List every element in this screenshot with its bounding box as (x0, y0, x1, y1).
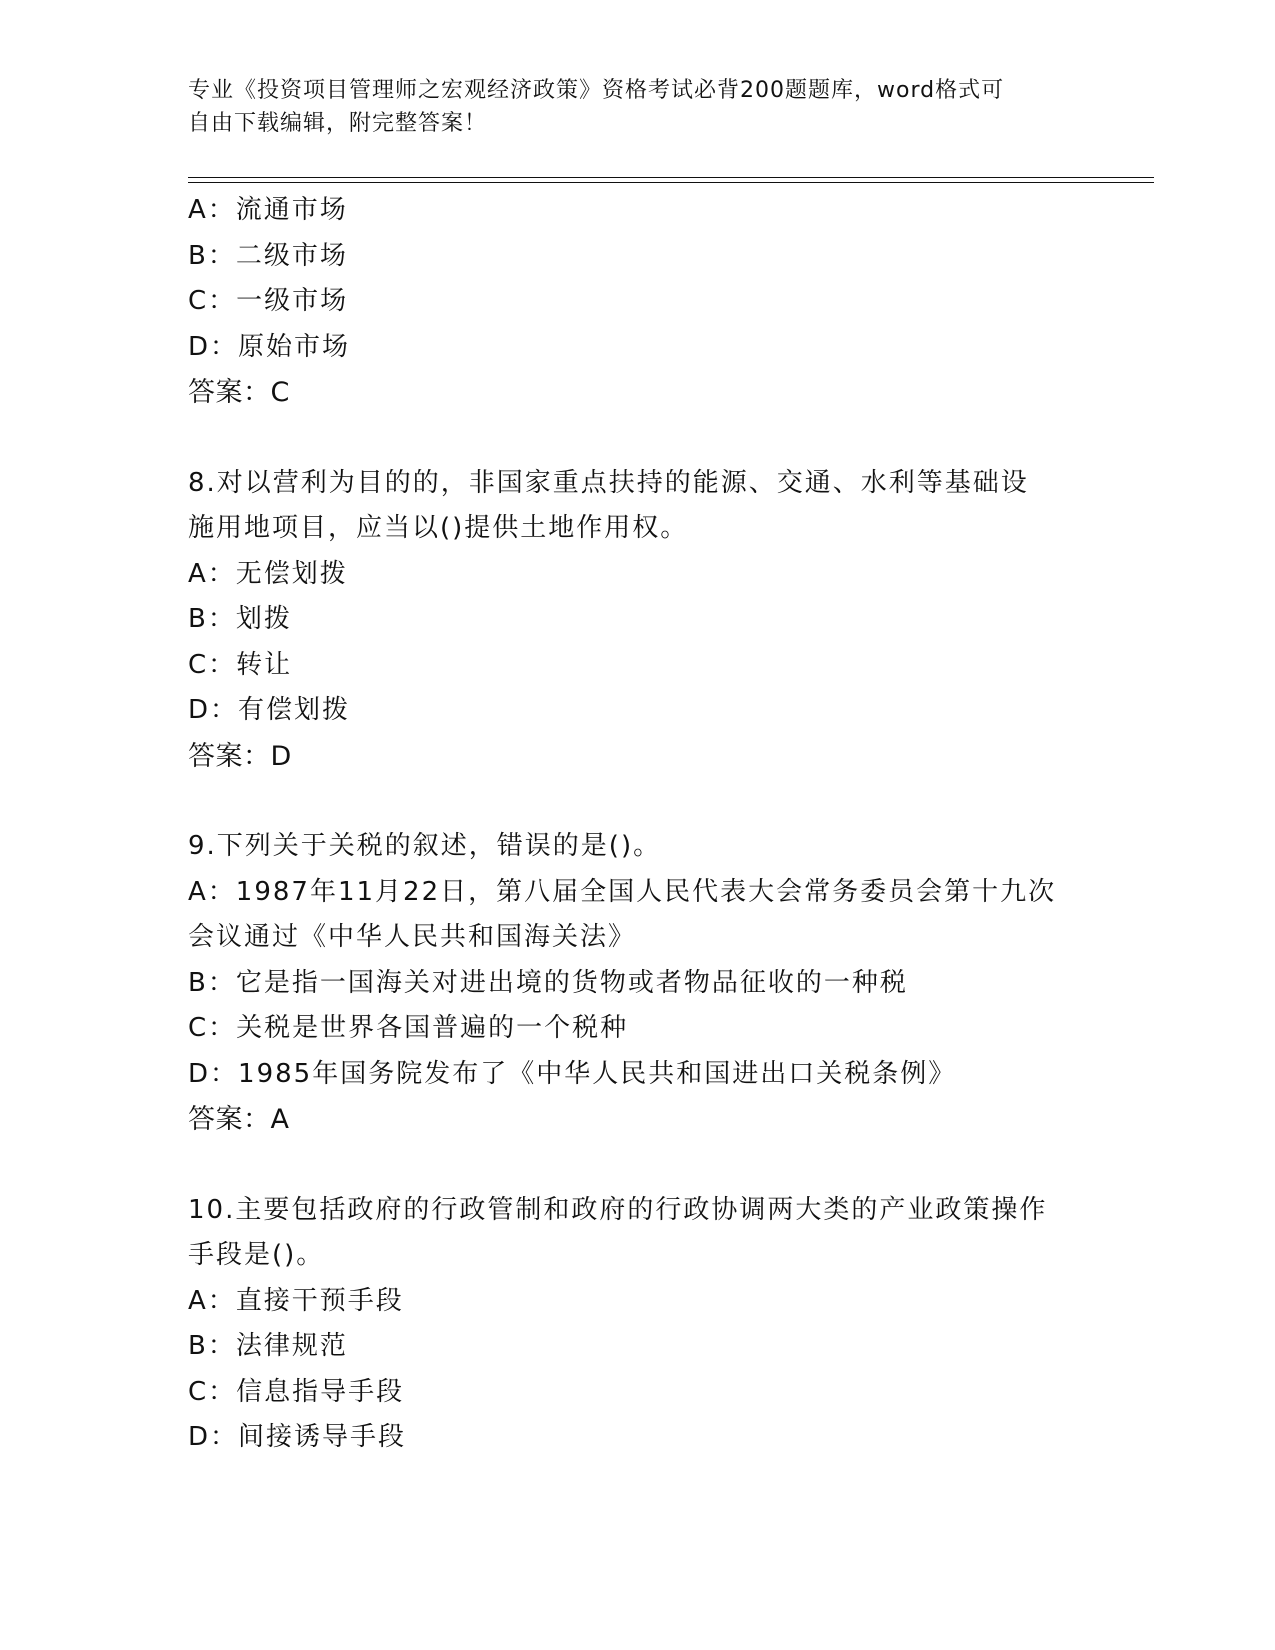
option-b: B：划拨 (188, 604, 292, 634)
option-a: A：直接干预手段 (188, 1285, 404, 1316)
answer-line: 答案：A (188, 1104, 290, 1135)
header-rule-top (188, 177, 1154, 178)
question-stem-line-1: 9.下列关于关税的叙述，错误的是()。 (188, 831, 662, 861)
answer-line: 答案：D (188, 740, 292, 772)
option-a: A：无偿划拨 (188, 558, 348, 589)
question-stem-line-2: 施用地项目，应当以()提供土地作用权。 (188, 513, 689, 543)
spacer (188, 779, 1108, 824)
option-a-line-1: A：1987年11月22日，第八届全国人民代表大会常务委员会第十九次 (188, 876, 1057, 907)
question-block-9 (188, 824, 1108, 1143)
option-d: D：1985年国务院发布了《中华人民共和国进出口关税条例》 (188, 1058, 957, 1089)
option-c: C：关税是世界各国普遍的一个税种 (188, 1013, 629, 1043)
option-b: B：法律规范 (188, 1331, 348, 1361)
option-b: B：它是指一国海关对进出境的货物或者物品征收的一种税 (188, 967, 908, 998)
header-rule-bottom (188, 182, 1154, 183)
option-d: D：间接诱导手段 (188, 1422, 407, 1452)
option-c: C：一级市场 (188, 286, 349, 316)
spacer (188, 1143, 1108, 1188)
question-stem-line-2: 手段是()。 (188, 1240, 325, 1270)
question-stem-line-1: 10.主要包括政府的行政管制和政府的行政协调两大类的产业政策操作 (188, 1194, 1048, 1225)
option-d: D：原始市场 (188, 331, 351, 362)
header-line-1: 专业《投资项目管理师之宏观经济政策》资格考试必背200题题库，word格式可 (188, 78, 1005, 103)
option-b: B：二级市场 (188, 240, 348, 271)
option-a-line-2: 会议通过《中华人民共和国海关法》 (188, 922, 637, 952)
header-line-2: 自由下载编辑，附完整答案！ (188, 111, 488, 136)
option-a: A：流通市场 (188, 195, 348, 225)
question-block-8 (188, 461, 1108, 780)
question-block-7 (188, 188, 1108, 416)
spacer (188, 416, 1108, 461)
option-c: C：转让 (188, 649, 293, 680)
answer-line: 答案：C (188, 377, 290, 408)
document-header (188, 74, 1088, 140)
option-c: C：信息指导手段 (188, 1376, 405, 1407)
option-d: D：有偿划拨 (188, 695, 351, 725)
question-block-10 (188, 1188, 1108, 1461)
question-stem-line-1: 8.对以营利为目的的，非国家重点扶持的能源、交通、水利等基础设 (188, 467, 1029, 498)
question-list (188, 188, 1108, 1461)
